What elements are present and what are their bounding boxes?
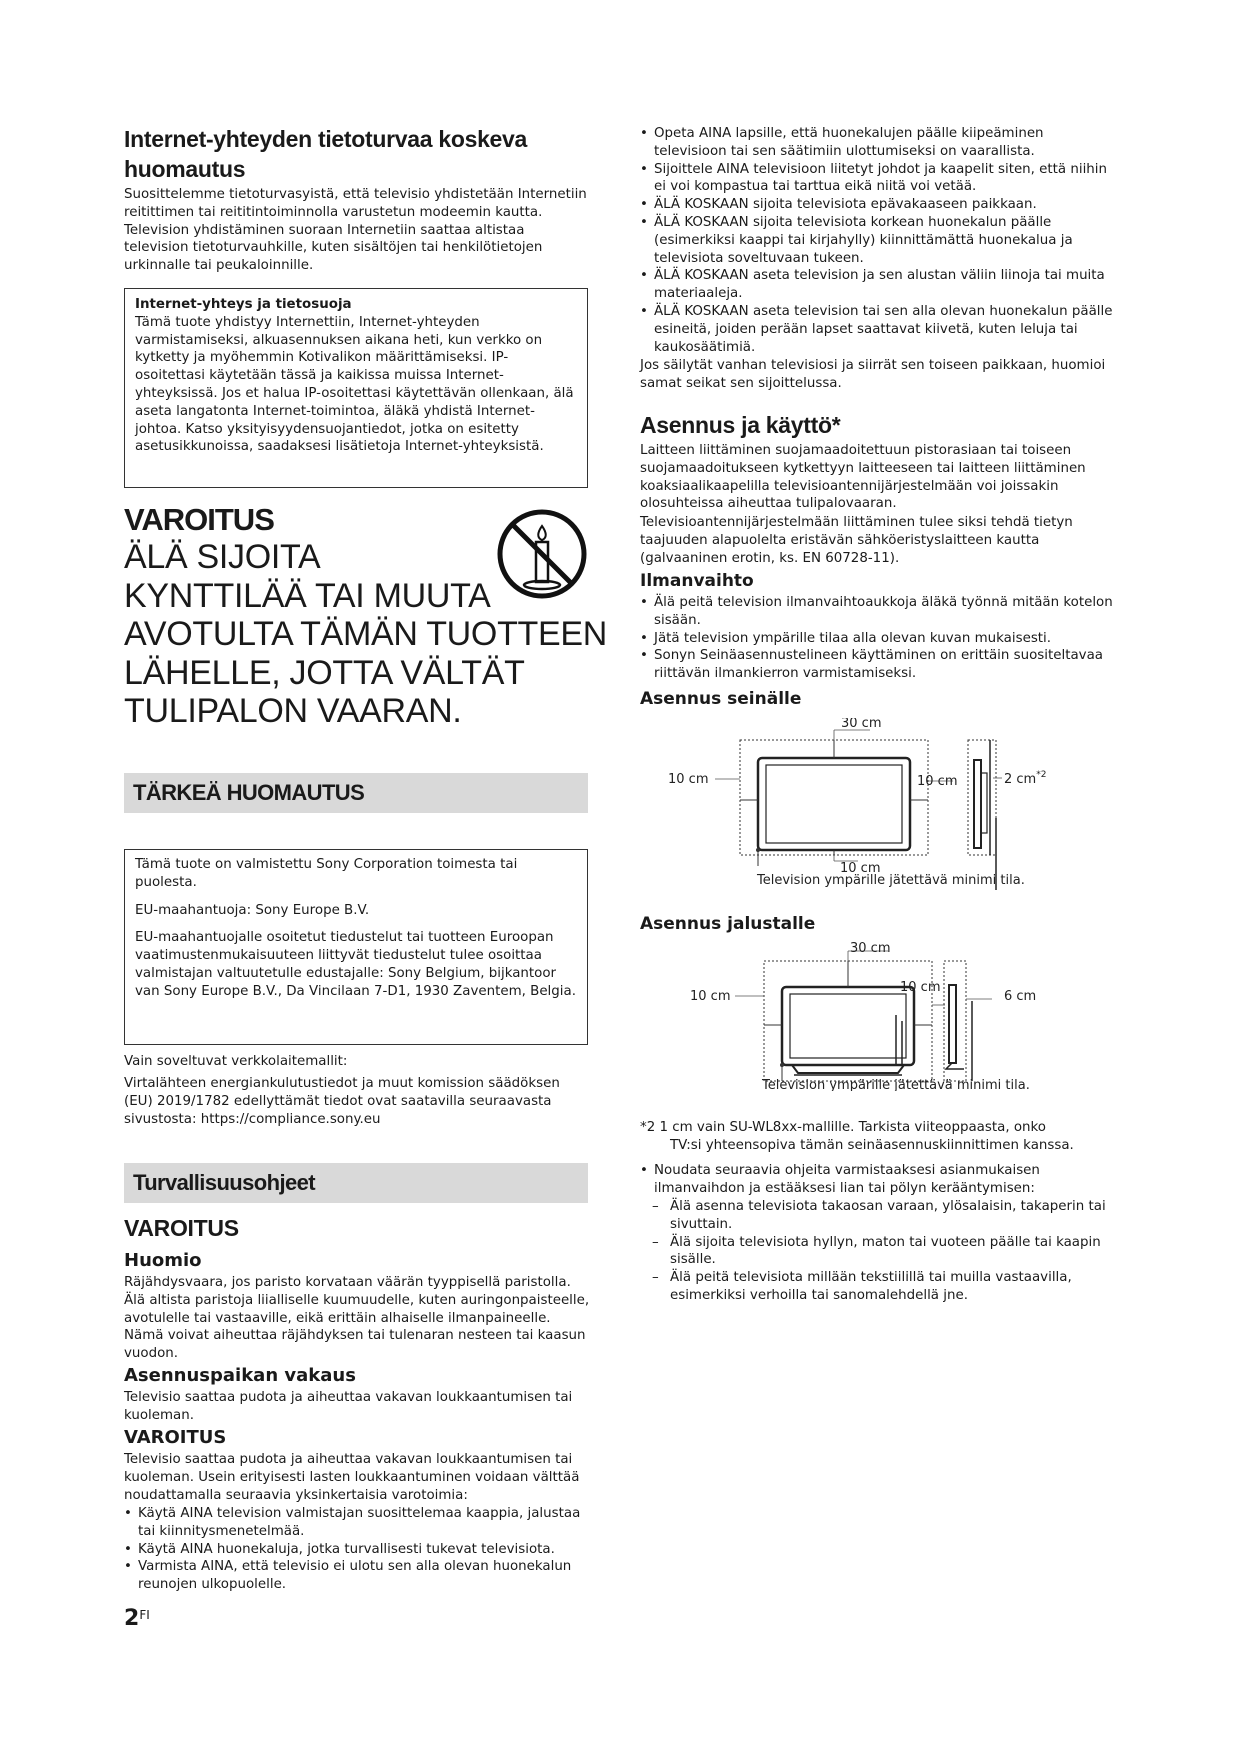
stand-label-top: 30 cm (850, 941, 891, 956)
wall-label-side: 2 $cm^{*2}$ (1004, 770, 1047, 787)
install-text-1: Laitteen liittäminen suojamaadoitettuun pistorasiaan tai toiseen suojamaadoitukseen kytkettyyn laitteeseen tai laitteen liittäminen koaksiaalikaapelilla televisioantennijärjestelmään voi joissakin olosuhteissa aiheuttaa tulipalovaaran. (640, 443, 1086, 512)
footnote-line-1: *2 1 cm vain SU-WL8xx-mallille. Tarkista viiteoppaasta, onko (640, 1120, 1046, 1135)
stand-label-side: 6 cm (1004, 989, 1037, 1004)
warning-line: TULIPALON VAARAN. (124, 692, 462, 730)
list-item: • Varmista AINA, että televisio ei ulotu sen alla olevan huonekalun reunojen ulkopuolelle. (124, 1558, 588, 1594)
candle-warning-title: VAROITUS (124, 502, 274, 537)
child-safety-bullets (640, 125, 1115, 356)
list-item: • Noudata seuraavia ohjeita varmistaaksesi asianmukaisen ilmanvaihdon ja estääksesi lian tai pölyn kerääntymisen: (640, 1162, 1120, 1198)
wall-diagram-caption: Television ympärille jätettävä minimi tila. (757, 873, 1025, 888)
stability-title: Asennuspaikan vakaus (124, 1365, 356, 1386)
safety-title: Turvallisuusohjeet (133, 1170, 315, 1195)
ventilation-bullets (640, 594, 1120, 683)
list-item: • Käytä AINA television valmistajan suosittelemaa kaappia, jalustaa tai kiinnitysmenetelmää. (124, 1505, 588, 1541)
wall-label-bottom: 10 cm (840, 861, 881, 876)
stand-diagram-caption: Television ympärille jätettävä minimi tila. (762, 1078, 1030, 1091)
warning2-bullets (124, 1505, 588, 1594)
huomio-text: Räjähdysvaara, jos paristo korvataan väärän tyyppisellä paristolla. Älä altista paristoja liialliselle kuumuudelle, kuten auringonpaisteelle, avotulelle tai vastaaville, eikä erittäin alhaiselle ilmanpaineelle. Nämä voivat aiheuttaa räjähdyksen tai tulenaran nesteen tai kaasun vuodon. (124, 1275, 590, 1362)
list-item: • Älä peitä television ilmanvaihtoaukkoja äläkä työnnä mitään kotelon sisään. (640, 594, 1120, 630)
warning-line: ÄLÄ SIJOITA (124, 538, 321, 576)
page-language: FI (139, 1608, 150, 1622)
install-text-2: Televisioantennijärjestelmään liittäminen tulee siksi tehdä tietyn taajuuden alapuolelta eristävän sähköeristyslaitteen kautta (galvaaninen erotin, ks. EN 60728-11). (640, 515, 1073, 566)
wall-label-right: 10 cm (917, 774, 958, 789)
move-tv-text: Jos säilytät vanhan televisiosi ja siirrät sen toiseen paikkaan, huomioi samat seikat sen sijoittelussa. (640, 358, 1106, 391)
internet-security-paragraph: Suosittelemme tietoturvasyistä, että televisio yhdistetään Internetiin reitittimen tai reititintoiminnolla varustetun modeemin kautta. Television yhdistäminen suoraan Internetiin saattaa altistaa television tietoturvauhkille, kuten sisältöjen tai henkilötietojen urkinnalle tai peukaloinnille. (124, 187, 587, 274)
network-models-label: Vain soveltuvat verkkolaitemallit: (124, 1054, 348, 1069)
no-candle-icon (494, 506, 590, 602)
list-item: • Jätä television ympärille tilaa alla olevan kuvan mukaisesti. (640, 630, 1120, 648)
huomio-title: Huomio (124, 1250, 202, 1271)
important-notice-band (124, 773, 588, 813)
important-notice-title: TÄRKEÄ HUOMAUTUS (133, 780, 365, 805)
warning-line: KYNTTILÄÄ TAI MUUTA (124, 576, 491, 615)
wall-install-title: Asennus seinälle (640, 689, 802, 709)
sony-box-paragraph: Tämä tuote on valmistettu Sony Corporation toimesta tai puolesta. (135, 857, 518, 890)
list-item: • Opeta AINA lapsille, että huonekalujen päälle kiipeäminen televisioon tai sen säätimiin ulottumiseksi on vaarallista. (640, 125, 1115, 161)
privacy-box-text: Tämä tuote yhdistyy Internettiin, Internet-yhteyden varmistamiseksi, alkuasennuksen aikana heti, kun verkko on kytketty ja myöhemmin Kotivalikon määrittämiseksi. IP-osoitettasi käytetään tässä ja kaikissa muissa Internet-yhteyksissä. Jos et halua IP-osoitettasi käytettävän ollenkaan, älä aseta langatonta Internet-toimintoa, äläkä yhdistä Internet-johtoa. Katso yksityisyydensuojantiedot, jotka on esitetty asetusikkunoissa, saadaksesi lisätietoja Internet-yhteyksistä. (135, 314, 574, 455)
footnote-line-2: TV:si yhteensopiva tämän seinäasennuskiinnittimen kanssa. (670, 1138, 1074, 1153)
sony-info-box (124, 849, 588, 1045)
sony-box-paragraph: EU-maahantuoja: Sony Europe B.V. (135, 902, 370, 918)
privacy-box-title: Internet-yhteys ja tietosuoja (135, 297, 352, 312)
privacy-box (124, 288, 588, 488)
ventilation-dash-list (640, 1198, 1120, 1305)
list-item: – Älä asenna televisiota takaosan varaan, ylösalaisin, takaperin tai sivuttain. (652, 1199, 1106, 1232)
list-item: – Älä peitä televisiota millään tekstiilillä tai muilla vastaavilla, esimerkiksi verhoilla tai sanomalehdellä jne. (652, 1270, 1072, 1303)
warning-line: AVOTULTA TÄMÄN TUOTTEEN (124, 615, 608, 653)
safety-band (124, 1163, 588, 1203)
stand-diagram (640, 941, 1110, 1091)
page-number: $2^{FI}$ (124, 1606, 150, 1631)
list-item: • Sonyn Seinäasennustelineen käyttäminen on erittäin suositeltavaa riittävän ilmankierron varmistamiseksi. (640, 647, 1120, 683)
stability-text: Televisio saattaa pudota ja aiheuttaa vakavan loukkaantumisen tai kuoleman. (124, 1390, 573, 1423)
stand-install-title: Asennus jalustalle (640, 914, 816, 934)
list-item: • ÄLÄ KOSKAAN aseta television ja sen alustan väliin liinoja tai muita materiaaleja. (640, 267, 1115, 303)
wall-label-top: 30 cm (841, 718, 882, 731)
wall-label-left: 10 cm (668, 772, 709, 787)
list-item: • ÄLÄ KOSKAAN sijoita televisiota epävakaaseen paikkaan. (640, 196, 1115, 214)
list-item: • ÄLÄ KOSKAAN sijoita televisiota korkean huonekalun päälle (esimerkiksi kaappi tai kirjahylly) kiinnittämättä huonekalua ja televisiota soveltuvaan tukeen. (640, 214, 1115, 267)
stand-label-left: 10 cm (690, 989, 731, 1004)
ventilation-title: Ilmanvaihto (640, 571, 754, 591)
list-item: • Sijoittele AINA televisioon liitetyt johdot ja kaapelit siten, että niihin ei voi kompastua tai tarttua eikä niitä voi vetää. (640, 161, 1115, 197)
list-item: • ÄLÄ KOSKAAN aseta television tai sen alla olevan huonekalun päälle esineitä, joiden perään lapset saattavat kiivetä, kuten leluja tai kaukosäätimiä. (640, 303, 1115, 356)
install-title: Asennus ja käyttö* (640, 412, 841, 438)
warning-line: LÄHELLE, JOTTA VÄLTÄT (124, 653, 525, 692)
ventilation-bullet-2 (640, 1162, 1120, 1198)
list-item: – Älä sijoita televisiota hyllyn, maton tai vuoteen päälle tai kaapin sisälle. (652, 1234, 1101, 1268)
sony-box-paragraph: EU-maahantuojalle osoitetut tiedustelut tai tuotteen Euroopan vaatimustenmukaisuuteen liittyvät tiedustelut tulee osoittaa valmistajan valtuutetulle edustajalle: Sony Belgium, bijkantoor van Sony Europe B.V., Da Vincilaan 7-D1, 1930 Zaventem, Belgia. (135, 930, 576, 999)
stand-label-right: 10 cm (900, 980, 941, 995)
wall-mount-diagram (640, 718, 1110, 890)
list-item: • Käytä AINA huonekaluja, jotka turvallisesti tukevat televisiota. (124, 1541, 588, 1559)
internet-security-title: Internet-yhteyden tietoturvaa koskeva huomautus (124, 126, 528, 182)
network-models-text: Virtalähteen energiankulutustiedot ja muut komission säädöksen (EU) 2019/1782 edellyttämät tiedot ovat saatavilla seuraavasta sivustosta: https://compliance.sony.eu (124, 1076, 560, 1127)
warning2-text: Televisio saattaa pudota ja aiheuttaa vakavan loukkaantumisen tai kuoleman. Usein erityisesti lasten loukkaantuminen voidaan välttää noudattamalla seuraavia yksinkertaisia varotoimia: (124, 1452, 580, 1503)
safety-warning-title: VAROITUS (124, 1215, 239, 1241)
warning2-title: VAROITUS (124, 1427, 227, 1448)
